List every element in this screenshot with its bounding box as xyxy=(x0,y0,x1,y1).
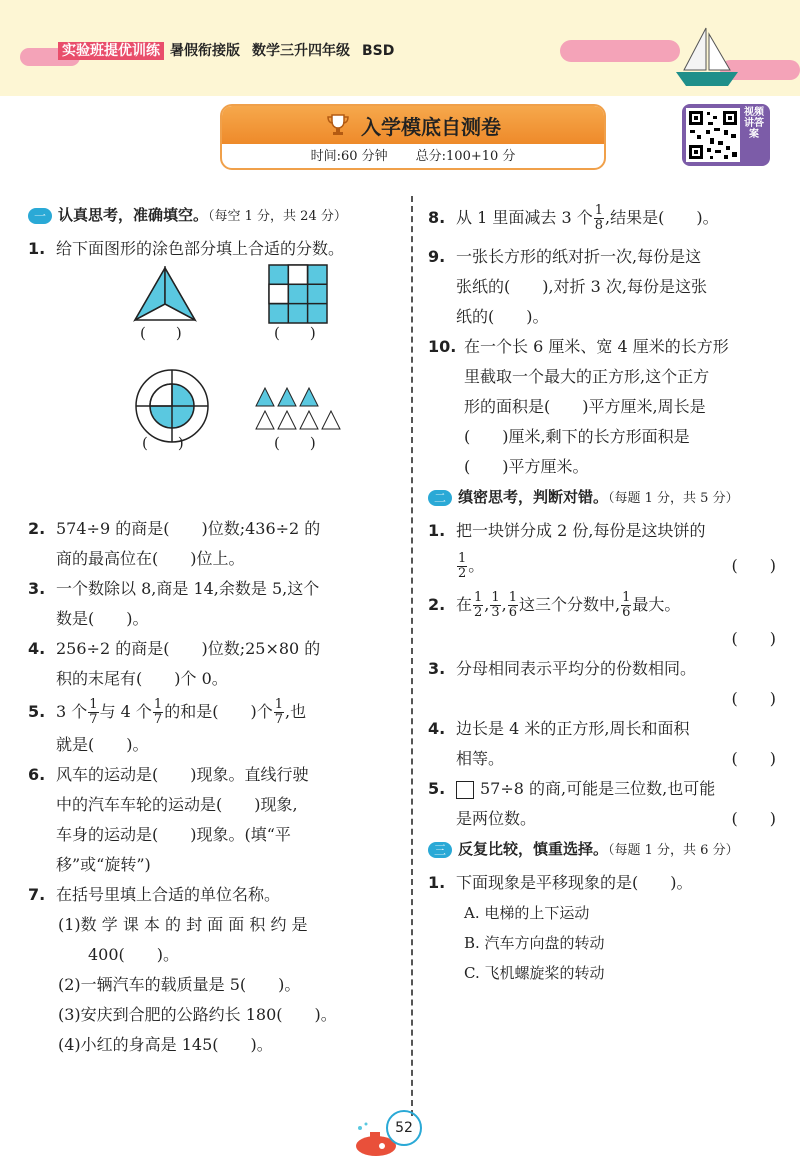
judge-3 xyxy=(428,654,776,714)
question-8 xyxy=(428,200,776,236)
question-line: 数是( )。 xyxy=(56,609,149,628)
section-note: （每空 1 分，共 24 分） xyxy=(208,209,347,224)
question-number: 6. xyxy=(28,765,46,784)
question-line: 把一块饼分成 2 份,每份是这块饼的 xyxy=(456,521,706,540)
series-edition: 暑假衔接版 xyxy=(170,43,240,59)
question-line: 分母相同表示平均分的份数相同。 xyxy=(456,659,697,678)
judge-blank[interactable]: ( ) xyxy=(731,556,776,575)
denominator: 7 xyxy=(89,712,98,727)
text-segment: , xyxy=(484,595,490,614)
denominator: 8 xyxy=(594,218,603,233)
question-line xyxy=(456,684,776,714)
denominator: 3 xyxy=(491,605,500,620)
section-number: 一 xyxy=(28,208,52,224)
judge-5 xyxy=(428,774,776,834)
exam-title-bar xyxy=(222,106,604,144)
fraction xyxy=(508,591,518,620)
answer-box[interactable] xyxy=(456,781,474,799)
question-4 xyxy=(28,634,403,694)
section-2-header xyxy=(428,482,776,514)
question-1 xyxy=(28,234,403,264)
text-segment: 57÷8 的商,可能是三位数,也可能 xyxy=(480,779,716,798)
text-segment: 的和是( )个 xyxy=(164,702,273,721)
question-line xyxy=(456,624,776,654)
fraction xyxy=(594,204,604,233)
text-segment: 最大。 xyxy=(632,595,681,614)
section-note: （每题 1 分，共 6 分） xyxy=(608,843,739,858)
judge-4 xyxy=(428,714,776,774)
exam-title-box xyxy=(220,104,606,170)
sub-question-4: (4)小红的身高是 145( )。 xyxy=(58,1035,273,1054)
section-1-header xyxy=(28,200,403,232)
series-code: BSD xyxy=(362,43,395,59)
sub-question-1 xyxy=(28,910,403,970)
question-line: 在一个长 6 厘米、宽 4 厘米的长方形 xyxy=(464,337,729,356)
question-number: 5. xyxy=(28,702,46,721)
question-line: 形的面积是( )平方厘米,周长是 xyxy=(464,397,706,416)
section-number: 二 xyxy=(428,490,452,506)
section-title: 反复比较，慎重选择。 xyxy=(458,840,609,858)
section-number: 三 xyxy=(428,842,452,858)
fraction xyxy=(153,698,163,727)
triangles-figure xyxy=(254,386,350,432)
text-segment: 是两位数。 xyxy=(456,809,537,828)
numerator: 1 xyxy=(474,590,483,605)
answer-blank[interactable]: ( ) xyxy=(274,324,316,342)
option-c[interactable]: C. 飞机螺旋桨的转动 xyxy=(464,964,605,982)
section-title: 认真思考，准确填空。 xyxy=(58,206,209,224)
answer-blank[interactable]: ( ) xyxy=(142,434,184,452)
question-line: 就是( )。 xyxy=(56,735,149,754)
denominator: 6 xyxy=(508,605,518,620)
text-segment: ,结果是( )。 xyxy=(605,208,719,227)
column-divider xyxy=(411,196,413,1116)
question-number: 4. xyxy=(28,639,46,658)
triangle-figure xyxy=(132,266,198,322)
question-line: 256÷2 的商是( )位数;25×80 的 xyxy=(56,639,321,658)
judge-blank[interactable]: ( ) xyxy=(731,629,776,648)
qr-badge[interactable] xyxy=(682,104,770,166)
question-5 xyxy=(28,694,403,760)
answer-blank[interactable]: ( ) xyxy=(140,324,182,342)
fraction xyxy=(88,698,98,727)
exam-meta xyxy=(222,144,604,170)
question-number: 2. xyxy=(428,595,446,614)
question-line: 400( )。 xyxy=(88,945,180,964)
option-b[interactable]: B. 汽车方向盘的转动 xyxy=(464,934,605,952)
numerator: 1 xyxy=(458,551,467,566)
question-line xyxy=(456,744,776,774)
series-subject: 数学三升四年级 xyxy=(252,43,350,59)
question-line: 纸的( )。 xyxy=(456,307,549,326)
judge-1 xyxy=(428,516,776,586)
exam-title: 入学模底自测卷 xyxy=(361,114,501,139)
question-number: 3. xyxy=(28,579,46,598)
judge-2 xyxy=(428,586,776,654)
text-segment: 这三个分数中, xyxy=(519,595,621,614)
text-segment: 相等。 xyxy=(456,749,505,768)
section-note: （每题 1 分，共 5 分） xyxy=(608,491,739,506)
question-7 xyxy=(28,880,403,910)
decor-cloud xyxy=(560,40,680,62)
figure-area xyxy=(28,264,403,514)
question-number: 5. xyxy=(428,779,446,798)
denominator: 2 xyxy=(474,605,483,620)
right-column xyxy=(428,200,776,988)
page-number: 52 xyxy=(386,1110,422,1146)
question-number: 1. xyxy=(28,239,46,258)
trophy-icon xyxy=(325,112,351,138)
question-line: (1)数 学 课 本 的 封 面 面 积 约 是 xyxy=(58,915,308,934)
question-number: 10. xyxy=(428,337,457,356)
question-line xyxy=(456,804,776,834)
sub-question-3: (3)安庆到合肥的公路约长 180( )。 xyxy=(58,1005,337,1024)
question-line: 一张长方形的纸对折一次,每份是这 xyxy=(456,247,702,266)
exam-score: 总分:100+10 分 xyxy=(415,149,516,164)
question-line xyxy=(56,694,403,730)
question-line: 商的最高位在( )位上。 xyxy=(56,549,245,568)
answer-blank[interactable]: ( ) xyxy=(274,434,316,452)
text-segment: , xyxy=(501,595,507,614)
text-segment: 在 xyxy=(456,595,473,614)
sailboat-icon xyxy=(672,24,742,90)
fraction xyxy=(621,591,631,620)
denominator: 7 xyxy=(274,712,283,727)
numerator: 1 xyxy=(491,590,500,605)
section-3-header xyxy=(428,834,776,866)
question-number: 1. xyxy=(428,873,446,892)
judge-blank[interactable]: ( ) xyxy=(731,689,776,708)
text-segment: ,也 xyxy=(284,702,307,721)
question-line: 风车的运动是( )现象。直线行驶 xyxy=(56,765,309,784)
numerator: 1 xyxy=(622,590,631,605)
question-number: 2. xyxy=(28,519,46,538)
question-line: 车身的运动是( )现象。(填“平 xyxy=(56,825,291,844)
left-column xyxy=(28,200,403,1060)
question-line: 里截取一个最大的正方形,这个正方 xyxy=(464,367,710,386)
fraction xyxy=(457,552,467,581)
grid-figure xyxy=(268,264,328,324)
question-line xyxy=(456,586,776,624)
choice-1 xyxy=(428,868,776,988)
question-line: 574÷9 的商是( )位数;436÷2 的 xyxy=(56,519,321,538)
question-2 xyxy=(28,514,403,574)
numerator: 1 xyxy=(89,697,98,712)
question-9 xyxy=(428,242,776,332)
section-title: 缜密思考，判断对错。 xyxy=(458,488,609,506)
option-a[interactable]: A. 电梯的上下运动 xyxy=(464,904,590,922)
question-text: 在括号里填上合适的单位名称。 xyxy=(56,885,281,904)
numerator: 1 xyxy=(153,697,163,712)
question-line: 移”或“旋转”) xyxy=(56,855,151,874)
page-header xyxy=(0,0,800,96)
qr-code-icon[interactable] xyxy=(686,108,740,162)
question-line: 一个数除以 8,商是 14,余数是 5,这个 xyxy=(56,579,320,598)
question-number: 3. xyxy=(428,659,446,678)
question-line: 中的汽车车轮的运动是( )现象, xyxy=(56,795,298,814)
judge-blank[interactable]: ( ) xyxy=(731,749,776,768)
numerator: 1 xyxy=(274,697,283,712)
question-number: 4. xyxy=(428,719,446,738)
question-6 xyxy=(28,760,403,880)
question-3 xyxy=(28,574,403,634)
question-line: 积的末尾有( )个 0。 xyxy=(56,669,228,688)
numerator: 1 xyxy=(594,203,603,218)
question-line: ( )厘米,剩下的长方形面积是 xyxy=(464,427,690,446)
question-line xyxy=(456,774,776,804)
sub-question-2: (2)一辆汽车的载质量是 5( )。 xyxy=(58,975,301,994)
fraction xyxy=(473,591,483,620)
exam-time: 时间:60 分钟 xyxy=(310,149,388,164)
series-line xyxy=(58,40,406,60)
question-text: 下面现象是平移现象的是( )。 xyxy=(456,873,693,892)
question-number: 9. xyxy=(428,247,446,266)
text-segment: 从 1 里面减去 3 个 xyxy=(456,208,593,227)
question-line: ( )平方厘米。 xyxy=(464,457,589,476)
fraction xyxy=(274,698,284,727)
fraction xyxy=(490,591,500,620)
text-segment: 。 xyxy=(468,556,485,575)
question-line: 张纸的( ),对折 3 次,每份是这张 xyxy=(456,277,708,296)
question-10 xyxy=(428,332,776,482)
question-line: 边长是 4 米的正方形,周长和面积 xyxy=(456,719,690,738)
denominator: 6 xyxy=(622,605,631,620)
denominator: 7 xyxy=(153,712,163,727)
question-number: 8. xyxy=(428,208,446,227)
question-line xyxy=(456,546,776,586)
text-segment: 3 个 xyxy=(56,702,88,721)
series-brand: 实验班提优训练 xyxy=(58,42,164,60)
qr-label: 视频讲答案 xyxy=(744,107,764,140)
text-segment: 与 4 个 xyxy=(99,702,152,721)
judge-blank[interactable]: ( ) xyxy=(731,809,776,828)
question-text: 给下面图形的涂色部分填上合适的分数。 xyxy=(56,239,345,258)
question-number: 1. xyxy=(428,521,446,540)
question-number: 7. xyxy=(28,885,46,904)
numerator: 1 xyxy=(508,590,518,605)
denominator: 2 xyxy=(458,566,467,581)
